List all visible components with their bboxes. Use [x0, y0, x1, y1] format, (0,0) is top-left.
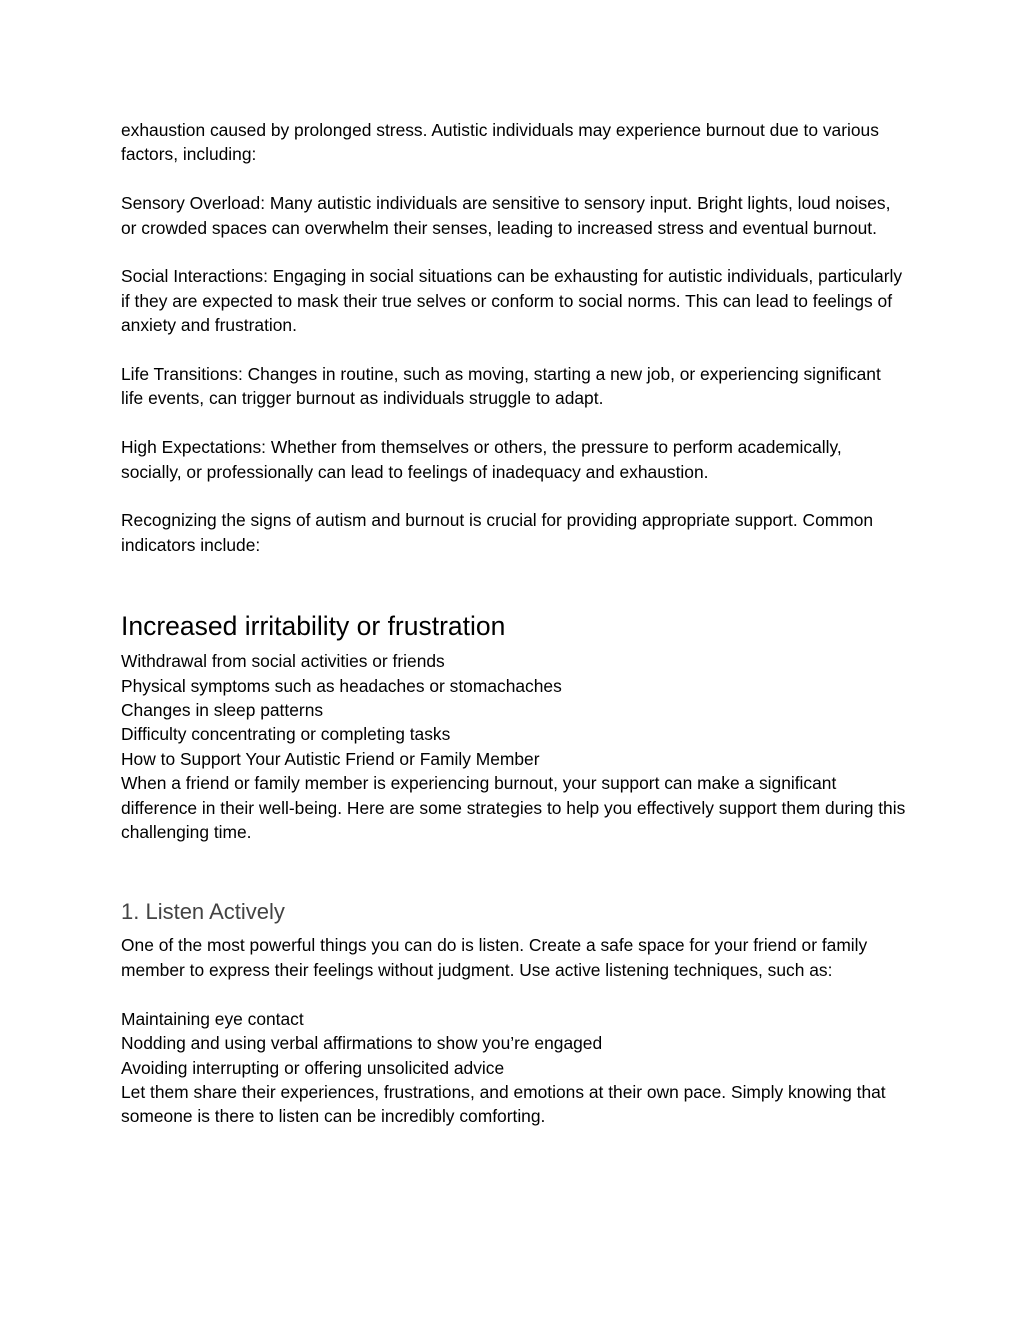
life-transitions-paragraph: Life Transitions: Changes in routine, such as moving, starting a new job, or experiencing significant life events, can trigger burnout as individuals struggle to adapt. — [121, 364, 881, 409]
intro-paragraph: exhaustion caused by prolonged stress. Autistic individuals may experience burnout due to various factors, including: — [121, 120, 879, 165]
indicator-line: How to Support Your Autistic Friend or Family Member — [121, 748, 540, 769]
sensory-overload-paragraph: Sensory Overload: Many autistic individuals are sensitive to sensory input. Bright lights, loud noises, or crowded spaces can overwhelm their senses, leading to increased stress and eventual burnout. — [121, 193, 891, 238]
high-expectations-paragraph: High Expectations: Whether from themselves or others, the pressure to perform academically, socially, or professionally can lead to feelings of inadequacy and exhaustion. — [121, 437, 842, 482]
technique-line: Avoiding interrupting or offering unsolicited advice — [121, 1057, 505, 1078]
indicator-line: Changes in sleep patterns — [121, 700, 324, 721]
indicator-line: Withdrawal from social activities or friends — [121, 651, 445, 672]
social-interactions-paragraph: Social Interactions: Engaging in social situations can be exhausting for autistic individuals, particularly if they are expected to mask their true selves or conform to social norms. This can lead to feelings of anxiety and frustration. — [121, 266, 903, 336]
document-page — [121, 118, 906, 1129]
heading-irritability: Increased irritability or frustration — [121, 611, 506, 642]
indicator-line: Difficulty concentrating or completing tasks — [121, 724, 451, 745]
heading-listen-actively: 1. Listen Actively — [121, 899, 285, 925]
technique-line: Maintaining eye contact — [121, 1008, 304, 1029]
technique-line: Nodding and using verbal affirmations to show you’re engaged — [121, 1033, 603, 1054]
closing-paragraph: Let them share their experiences, frustrations, and emotions at their own pace. Simply knowing that someone is there to listen can be incredibly comforting. — [121, 1081, 886, 1127]
listen-paragraph: One of the most powerful things you can do is listen. Create a safe space for your friend or family member to express their feelings without judgment. Use active listening techniques, such as: — [121, 935, 868, 980]
recognizing-signs-paragraph: Recognizing the signs of autism and burnout is crucial for providing appropriate support. Common indicators include: — [121, 510, 874, 555]
support-paragraph: When a friend or family member is experiencing burnout, your support can make a significant difference in their well-being. Here are some strategies to help you effectively support them during this challenging time. — [121, 773, 906, 843]
indicator-line: Physical symptoms such as headaches or stomachaches — [121, 675, 562, 696]
